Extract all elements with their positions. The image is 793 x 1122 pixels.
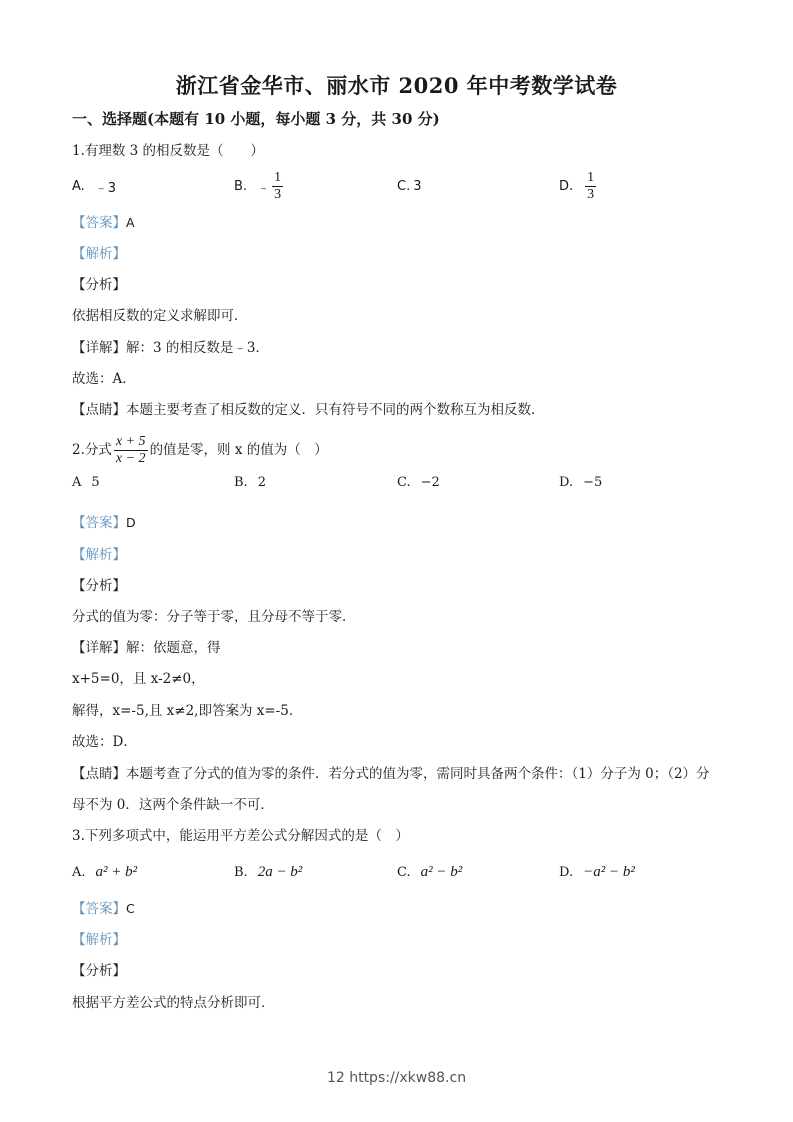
answer-value: A	[126, 215, 135, 230]
answer-row-2	[72, 514, 136, 532]
option-d: D. −a² − b²	[559, 863, 635, 880]
fenxi-label: 【分析】	[72, 578, 126, 594]
answer-value: C	[126, 901, 135, 916]
answer-row-3	[72, 900, 135, 918]
question-3-options	[72, 852, 732, 892]
solution-line: 解得，x=-5,且 x≠2,即答案为 x=-5．	[72, 703, 303, 719]
jiexi-label: 【解析】	[72, 932, 126, 948]
option-a: A 5	[72, 474, 100, 490]
option-a: A. ﹣3	[72, 178, 117, 196]
question-2-options	[72, 462, 732, 502]
question-1-stem: 1.有理数 3 的相反数是（ ）	[72, 143, 265, 159]
dianjing-continued: 母不为 0．这两个条件缺一不可．	[72, 797, 274, 813]
fenxi-text: 根据平方差公式的特点分析即可．	[72, 995, 275, 1011]
option-d: D. $\frac{1}{3}$	[559, 169, 595, 202]
option-b: B. 2a − b²	[234, 863, 303, 880]
section-heading: 一、选择题(本题有 10 小题，每小题 3 分，共 30 分)	[72, 110, 440, 128]
answer-row-1	[72, 214, 135, 232]
option-b: B. ﹣ $\frac{1}{3}$	[234, 169, 282, 202]
option-c: C. a² − b²	[397, 863, 463, 880]
fenxi-label: 【分析】	[72, 277, 126, 293]
fraction: $\frac{1}{3}$	[587, 169, 595, 202]
fraction: $\frac{x + 5}{x - 2}$	[115, 433, 146, 466]
question-1-options	[72, 166, 732, 206]
dianjing-row: 【点睛】本题主要考查了相反数的定义．只有符号不同的两个数称互为相反数．	[72, 402, 545, 418]
option-c: C. −2	[397, 474, 440, 490]
page-title: 浙江省金华市、丽水市 2020 年中考数学试卷	[175, 73, 618, 98]
jiexi-label: 【解析】	[72, 246, 126, 262]
answer-label: 【答案】	[72, 901, 126, 917]
answer-label: 【答案】	[72, 215, 126, 231]
option-c: C. 3	[397, 178, 422, 194]
dianjing-row: 【点睛】本题考查了分式的值为零的条件．若分式的值为零，需同时具备两个条件：（1）分子为 0；（2）分	[72, 766, 710, 782]
fenxi-label: 【分析】	[72, 963, 126, 979]
fenxi-text: 依据相反数的定义求解即可．	[72, 308, 248, 324]
fenxi-text: 分式的值为零：分子等于零，且分母不等于零．	[72, 609, 356, 625]
question-3-stem: 3.下列多项式中，能运用平方差公式分解因式的是（ ）	[72, 828, 409, 844]
jiexi-label: 【解析】	[72, 547, 126, 563]
conclusion: 故选：D．	[72, 734, 137, 750]
conclusion: 故选：A．	[72, 371, 136, 387]
solution-line: x+5=0，且 x-2≠0，	[72, 671, 205, 687]
question-2-stem: 2.分式 $\frac{x + 5}{x - 2}$ 的值是零，则 x 的值为（ ）	[72, 433, 328, 466]
fraction: $\frac{1}{3}$	[274, 169, 282, 202]
page-footer: 12 https://xkw88.cn	[326, 1070, 467, 1086]
xiangjie-row: 【详解】解：依题意，得	[72, 640, 221, 656]
xiangjie-row: 【详解】解：3 的相反数是﹣3．	[72, 340, 269, 356]
answer-value: D	[126, 515, 136, 530]
option-a: A. a² + b²	[72, 863, 138, 880]
answer-label: 【答案】	[72, 515, 126, 531]
option-d: D. −5	[559, 474, 603, 490]
option-b: B. 2	[234, 474, 266, 490]
